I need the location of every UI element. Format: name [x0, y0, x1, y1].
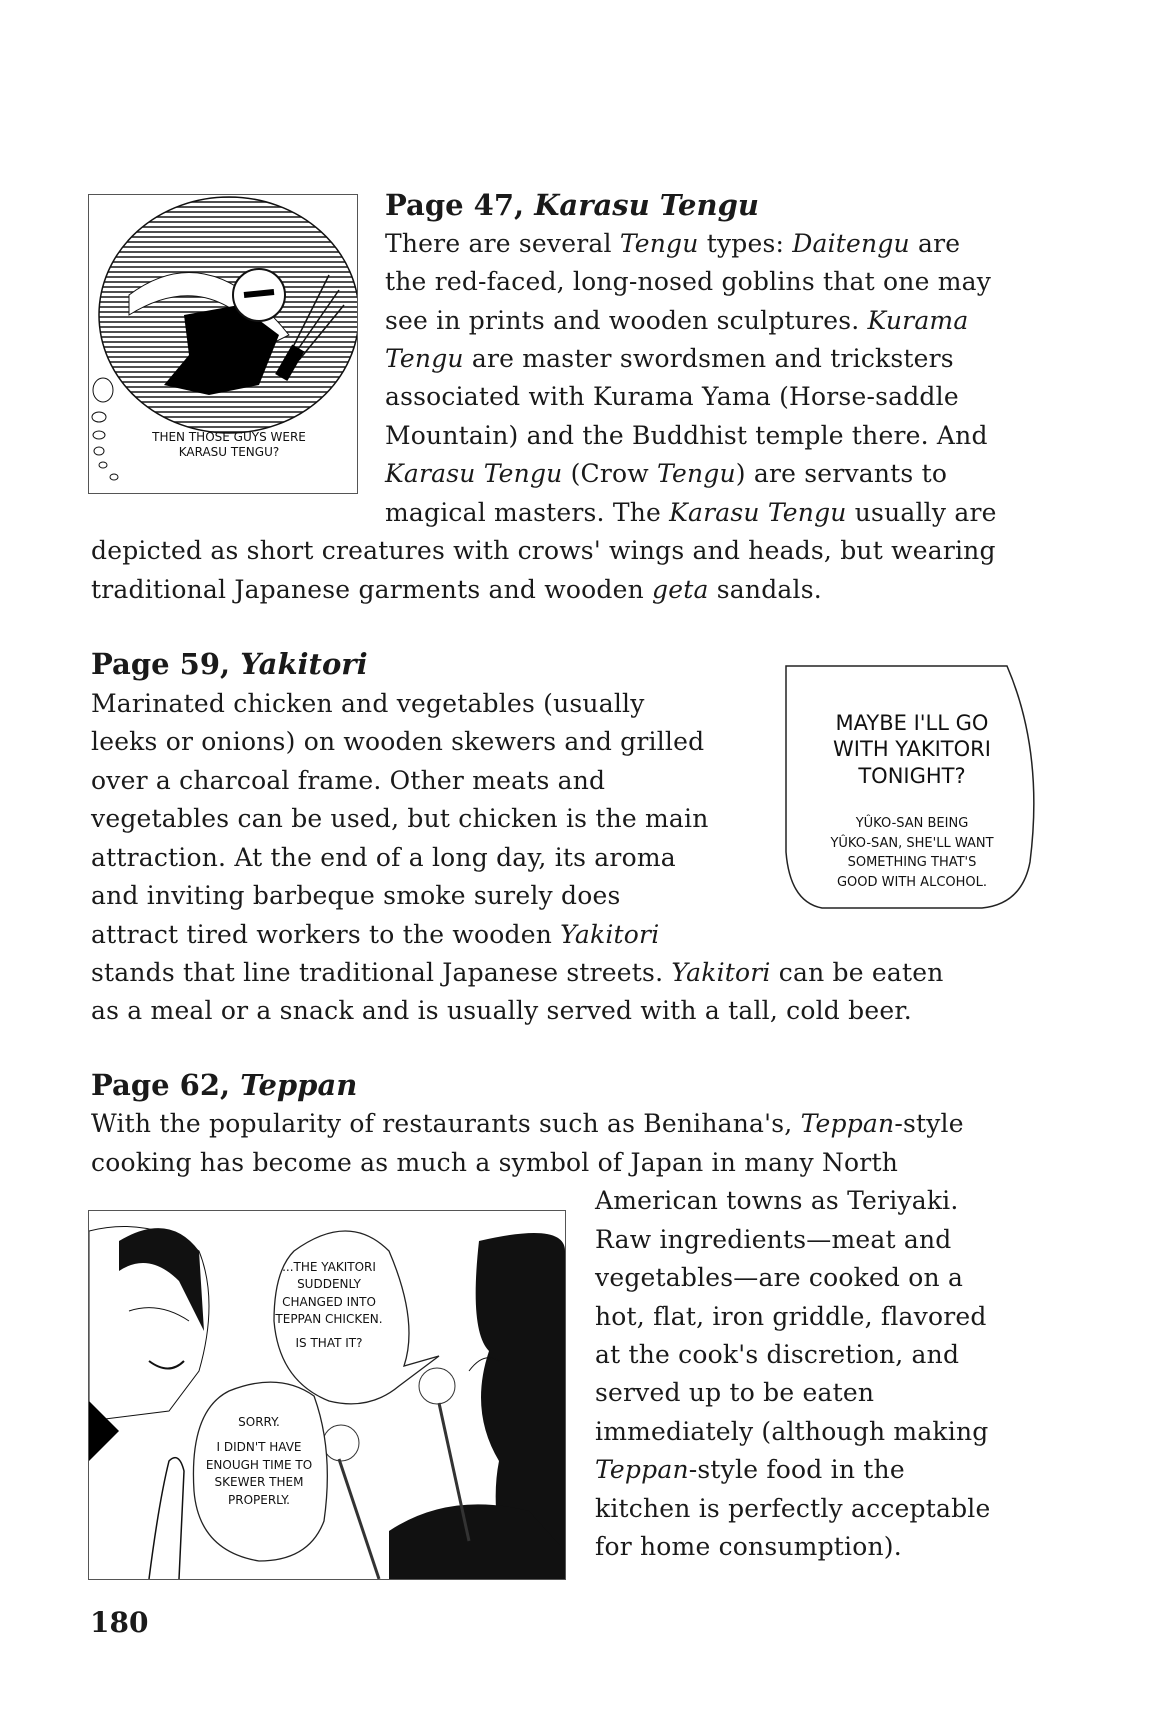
italic-term: Tengu — [619, 229, 699, 258]
bubble-line: WITH YAKITORI — [833, 737, 991, 762]
text-run: -style — [894, 1109, 964, 1138]
body-text-line — [385, 225, 960, 263]
body-text-line — [595, 1259, 963, 1297]
bubble-line: CHANGED INTO — [282, 1294, 376, 1309]
body-text-line — [595, 1374, 874, 1412]
body-text-line — [91, 839, 676, 877]
bubble-line: TEPPAN CHICKEN. — [275, 1312, 383, 1327]
text-run: can be eaten — [770, 958, 944, 987]
body-text-line — [595, 1528, 902, 1566]
body-text-line — [91, 532, 996, 570]
italic-term: Teppan — [800, 1109, 895, 1138]
heading-term: Karasu Tengu — [534, 188, 759, 222]
italic-term: Karasu Tengu — [669, 498, 847, 527]
italic-term: Teppan — [595, 1455, 689, 1484]
text-run: attract tired workers to the wooden — [91, 920, 561, 949]
body-text-line — [91, 916, 659, 954]
text-run: for home consumption). — [595, 1532, 902, 1561]
body-text-line — [595, 1413, 988, 1451]
text-run: ) are servants to — [735, 459, 948, 488]
bubble-line: GOOD WITH ALCOHOL. — [836, 874, 988, 890]
body-text-line — [595, 1336, 959, 1374]
text-run: Marinated chicken and vegetables (usually — [91, 689, 645, 718]
text-run: associated with Kurama Yama (Horse-saddle — [385, 382, 959, 411]
text-run: (Crow — [562, 459, 658, 488]
text-run: leeks or onions) on wooden skewers and grilled — [91, 727, 705, 756]
caption-line: KARASU TENGU? — [178, 445, 280, 459]
text-run: at the cook's discretion, and — [595, 1340, 960, 1369]
text-run: served up to be eaten — [595, 1378, 875, 1407]
body-text-line — [91, 877, 620, 915]
caption-line: THEN THOSE GUYS WERE — [152, 430, 306, 444]
heading-page-ref: Page 59, — [91, 647, 241, 681]
heading-page-ref: Page 47, — [385, 188, 535, 222]
text-run: vegetables—are cooked on a — [595, 1263, 964, 1292]
italic-term: Tengu — [657, 459, 736, 488]
text-run: traditional Japanese garments and wooden — [91, 575, 653, 604]
body-text-line — [385, 417, 988, 455]
body-text-line — [595, 1182, 959, 1220]
body-text-line — [91, 1105, 964, 1143]
teppan-bubble-watanuki — [189, 1414, 329, 1509]
section-heading — [91, 645, 368, 683]
body-text-line — [595, 1451, 905, 1489]
text-run: attraction. At the end of a long day, its aroma — [91, 843, 676, 872]
yakitori-main-text — [792, 710, 1032, 789]
text-run: vegetables can be used, but chicken is the main — [91, 804, 709, 833]
bubble-line: I DIDN'T HAVE — [216, 1440, 302, 1455]
body-text-line — [91, 992, 912, 1030]
text-run: cooking has become as much a symbol of Japan in many North — [91, 1148, 899, 1177]
body-text-line — [385, 378, 959, 416]
bubble-line: MAYBE I'LL GO — [835, 711, 989, 735]
italic-term: Kurama — [867, 306, 969, 335]
teppan-bubble-yuko — [259, 1259, 399, 1352]
bubble-line: SUDDENLY — [297, 1277, 361, 1292]
body-text-line — [91, 571, 822, 609]
body-text-line — [385, 263, 991, 301]
italic-term: geta — [652, 575, 709, 604]
text-run: sandals. — [708, 575, 822, 604]
text-run: kitchen is perfectly acceptable — [595, 1494, 991, 1523]
section-heading — [91, 1066, 357, 1104]
bubble-line: TONIGHT? — [858, 763, 966, 788]
italic-term: Yakitori — [671, 958, 771, 987]
bubble-line: IS THAT IT? — [295, 1335, 363, 1350]
italic-term: Karasu Tengu — [385, 459, 563, 488]
tengu-caption — [119, 430, 339, 460]
text-run: types: — [698, 229, 793, 258]
text-run: depicted as short creatures with crows' wings and heads, but wearing — [91, 536, 996, 565]
italic-term: Daitengu — [792, 229, 910, 258]
heading-page-ref: Page 62, — [91, 1068, 241, 1102]
bubble-line: PROPERLY. — [228, 1492, 290, 1507]
bubble-line: ...THE YAKITORI — [282, 1260, 376, 1274]
body-text-line — [385, 494, 997, 532]
italic-term: Yakitori — [560, 920, 660, 949]
italic-term: Tengu — [385, 344, 464, 373]
text-run: Mountain) and the Buddhist temple there. And — [385, 421, 988, 450]
body-text-line — [595, 1490, 990, 1528]
text-run: are — [909, 229, 961, 258]
text-run: -style food in the — [688, 1455, 905, 1484]
text-run: stands that line traditional Japanese streets. — [91, 958, 672, 987]
manga-panel-karasu-tengu — [88, 194, 358, 494]
body-text-line — [91, 685, 645, 723]
text-run: With the popularity of restaurants such as Benihana's, — [91, 1109, 801, 1138]
body-text-line — [91, 1144, 898, 1182]
text-run: hot, flat, iron griddle, flavored — [595, 1302, 987, 1331]
text-run: see in prints and wooden sculptures. — [385, 306, 868, 335]
body-text-line — [91, 762, 605, 800]
text-run: American towns as Teriyaki. — [595, 1186, 959, 1215]
text-run: immediately (although making — [595, 1417, 989, 1446]
heading-term: Teppan — [240, 1068, 358, 1102]
bubble-line: YÛKO-SAN BEING — [855, 816, 969, 831]
bubble-line: SKEWER THEM — [214, 1475, 304, 1490]
text-run: usually are — [846, 498, 997, 527]
manga-panel-teppan — [88, 1210, 566, 1580]
page-number: 180 — [90, 1606, 149, 1639]
section-heading — [385, 186, 759, 224]
text-run: the red-faced, long-nosed goblins that one may — [385, 267, 992, 296]
body-text-line — [595, 1298, 987, 1336]
text-run: There are several — [385, 229, 620, 258]
body-text-line — [91, 954, 944, 992]
bubble-line: SOMETHING THAT'S — [847, 855, 977, 870]
bubble-line: SORRY. — [238, 1415, 280, 1429]
body-text-line — [91, 800, 709, 838]
text-run: are master swordsmen and tricksters — [463, 344, 954, 373]
body-text-line — [385, 302, 968, 340]
body-text-line — [595, 1221, 951, 1259]
heading-term: Yakitori — [240, 647, 368, 681]
text-run: as a meal or a snack and is usually served with a tall, cold beer. — [91, 996, 912, 1025]
body-text-line — [91, 723, 704, 761]
bubble-line: YÛKO-SAN, SHE'LL WANT — [830, 835, 994, 851]
body-text-line — [385, 455, 947, 493]
manga-panel-yakitori — [782, 652, 1042, 918]
text-run: Raw ingredients—meat and — [595, 1225, 952, 1254]
body-text-line — [385, 340, 954, 378]
bubble-line: ENOUGH TIME TO — [205, 1457, 313, 1472]
text-run: and inviting barbeque smoke surely does — [91, 881, 621, 910]
text-run: over a charcoal frame. Other meats and — [91, 766, 606, 795]
yakitori-small-text — [792, 814, 1032, 892]
text-run: magical masters. The — [385, 498, 670, 527]
